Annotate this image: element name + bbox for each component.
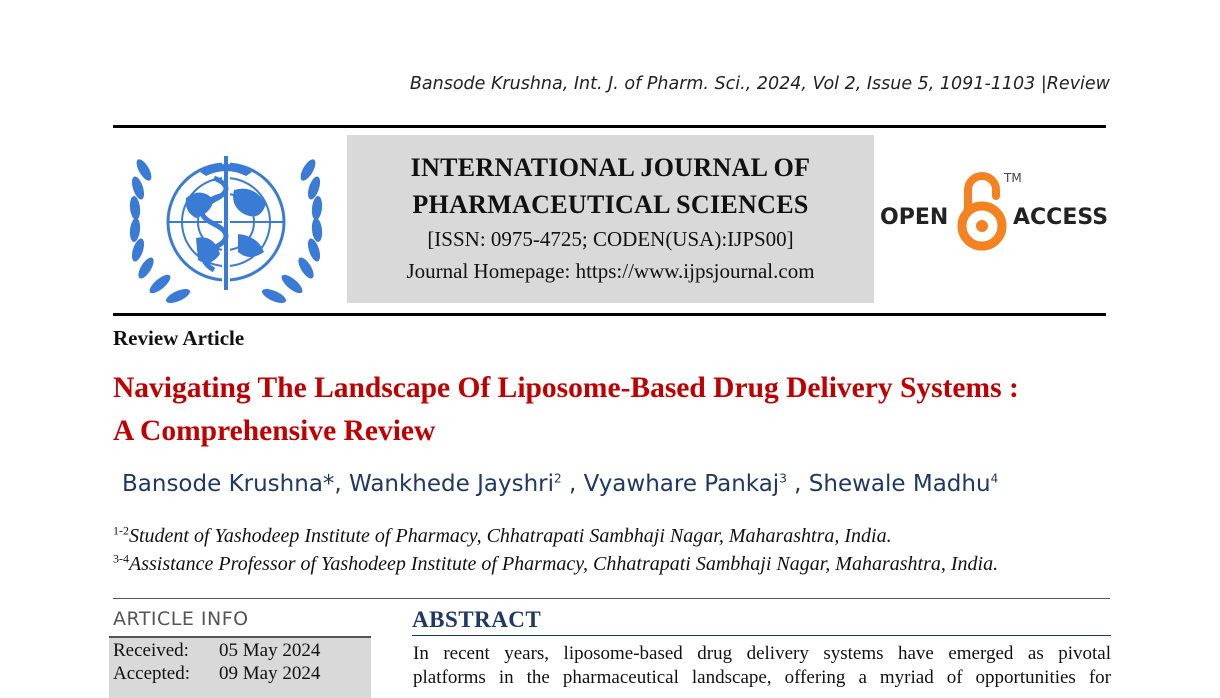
journal-homepage-link[interactable]: Journal Homepage: https://www.ijpsjournal.com <box>406 259 815 283</box>
citation-header: Bansode Krushna, Int. J. of Pharm. Sci., 2024, Vol 2, Issue 5, 1091-1103 |Review <box>409 74 1110 94</box>
article-title-line1: Navigating The Landscape Of Liposome-Based Drug Delivery Systems : <box>113 372 1019 404</box>
received-row <box>113 640 320 662</box>
article-info-heading: ARTICLE INFO <box>113 608 249 630</box>
journal-logo-icon <box>126 138 326 306</box>
article-info-box <box>109 638 371 698</box>
accepted-label: Accepted: <box>113 663 191 684</box>
author-name[interactable]: Bansode Krushna <box>122 471 323 497</box>
header-bottom-rule <box>113 313 1106 316</box>
affiliation-2 <box>113 553 998 576</box>
journal-issn: [ISSN: 0975-4725; CODEN(USA):IJPS00] <box>427 227 794 251</box>
author-mark: 3 <box>779 471 787 486</box>
author-mark: * <box>322 471 335 497</box>
open-access-logo-icon <box>880 166 1108 256</box>
article-title <box>113 367 1113 453</box>
abstract-text <box>413 642 1111 690</box>
author-list <box>122 471 998 497</box>
affiliation-1 <box>113 525 892 548</box>
received-label: Received: <box>113 640 189 661</box>
journal-title-line1: INTERNATIONAL JOURNAL OF <box>410 153 811 182</box>
abstract-heading: ABSTRACT <box>412 607 542 632</box>
article-type-label: Review Article <box>113 326 245 350</box>
trademark-mark: TM <box>1004 171 1022 185</box>
received-value: 05 May 2024 <box>219 640 321 661</box>
abstract-rule <box>412 635 1111 636</box>
affiliation-mark: 1-2 <box>113 523 129 538</box>
journal-title-line2: PHARMACEUTICAL SCIENCES <box>412 190 809 219</box>
author-separator: , <box>561 471 584 497</box>
author-name[interactable]: Wankhede Jayshri <box>349 471 554 497</box>
author-separator: , <box>786 471 809 497</box>
affiliation-text: Student of Yashodeep Institute of Pharmacy, Chhatrapati Sambhaji Nagar, Maharashtra, India. <box>129 525 892 547</box>
open-access-right-text: ACCESS <box>1013 205 1108 230</box>
author-separator: , <box>334 471 350 497</box>
abstract-line: platforms in the pharmaceutical landscape, offering a myriad of opportunities for <box>413 667 1111 688</box>
open-access-left-text: OPEN <box>880 205 949 230</box>
header-top-rule <box>113 125 1106 128</box>
accepted-row <box>113 663 320 685</box>
article-title-line2: A Comprehensive Review <box>113 415 436 447</box>
abstract-line: In recent years, liposome-based drug delivery systems have emerged as pivotal <box>413 643 1111 664</box>
author-mark: 2 <box>554 471 562 486</box>
journal-masthead <box>347 135 874 303</box>
author-name[interactable]: Vyawhare Pankaj <box>583 471 780 497</box>
affiliation-text: Assistance Professor of Yashodeep Institute of Pharmacy, Chhatrapati Sambhaji Nagar, Maharashtra, India. <box>129 553 999 575</box>
author-mark: 4 <box>990 471 999 486</box>
affiliation-mark: 3-4 <box>113 551 129 566</box>
section-divider <box>113 598 1110 599</box>
author-name[interactable]: Shewale Madhu <box>808 471 991 497</box>
accepted-value: 09 May 2024 <box>219 663 321 684</box>
